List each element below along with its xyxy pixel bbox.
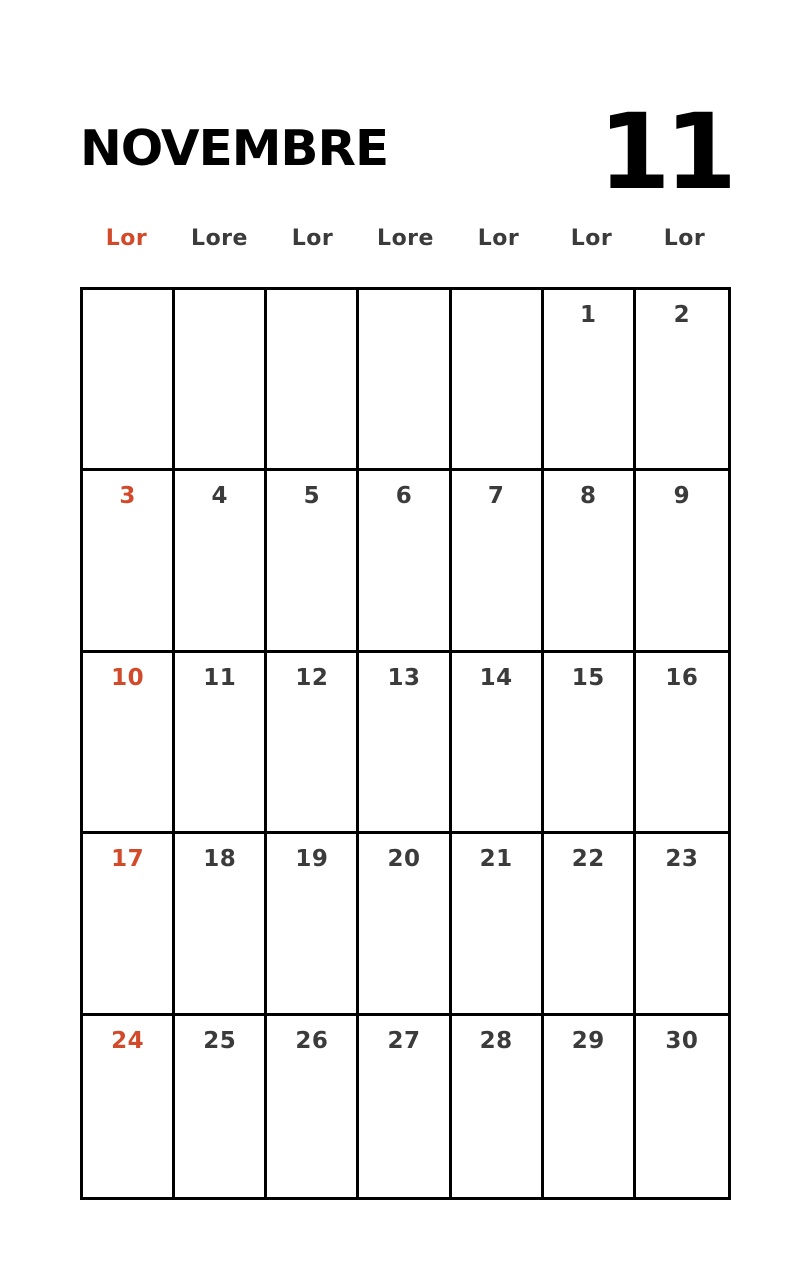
day-number: 1	[580, 302, 597, 328]
day-number: 11	[203, 664, 237, 691]
calendar-day-cell	[83, 290, 175, 471]
calendar-day-cell	[452, 471, 544, 652]
calendar-day-cell	[83, 1016, 175, 1197]
calendar-day-cell	[359, 471, 451, 652]
weekday-label: Lore	[191, 226, 248, 251]
day-number: 26	[295, 1027, 329, 1054]
day-number: 14	[479, 664, 513, 691]
calendar-day-cell	[83, 471, 175, 652]
calendar-day-cell	[267, 1016, 359, 1197]
calendar-grid	[80, 287, 731, 1200]
day-number: 19	[295, 846, 329, 873]
day-number: 28	[479, 1027, 513, 1054]
weekday-label: Lor	[291, 226, 334, 251]
day-number: 27	[387, 1027, 421, 1054]
calendar-day-cell	[544, 653, 636, 834]
calendar-day-cell	[267, 290, 359, 471]
month-title: NOVEMBRE	[80, 120, 389, 177]
day-number: 2	[673, 302, 691, 328]
calendar-day-cell	[175, 1016, 267, 1197]
day-number: 7	[487, 483, 505, 510]
calendar-day-cell	[83, 834, 175, 1015]
weekday-label: Lor	[477, 226, 520, 251]
calendar-day-cell	[175, 471, 267, 652]
calendar-day-cell	[359, 290, 451, 471]
day-number: 13	[387, 664, 421, 691]
calendar-day-cell	[83, 653, 175, 834]
calendar-day-cell	[636, 1016, 728, 1197]
calendar-day-cell	[636, 653, 728, 834]
weekday-header-row	[80, 226, 731, 251]
calendar-day-cell	[544, 290, 636, 471]
day-number: 20	[387, 846, 421, 873]
calendar-day-cell	[175, 653, 267, 834]
day-number: 6	[395, 483, 413, 510]
day-number: 5	[303, 483, 321, 510]
calendar-day-cell	[636, 290, 728, 471]
day-number: 25	[203, 1027, 237, 1054]
calendar-day-cell	[544, 834, 636, 1015]
calendar-day-cell	[175, 290, 267, 471]
calendar-day-cell	[452, 834, 544, 1015]
month-number: 11	[598, 91, 731, 213]
calendar-day-cell	[636, 471, 728, 652]
weekday-label: Lor	[663, 226, 706, 251]
day-number: 22	[571, 846, 605, 873]
day-number: 24	[111, 1027, 145, 1054]
calendar-day-cell	[452, 653, 544, 834]
day-number: 8	[580, 483, 597, 510]
day-number: 9	[673, 483, 691, 510]
calendar-day-cell	[636, 834, 728, 1015]
weekday-label: Lore	[377, 226, 434, 251]
calendar-day-cell	[359, 834, 451, 1015]
day-number: 17	[111, 846, 145, 873]
day-number: 21	[479, 846, 513, 873]
calendar-day-cell	[359, 653, 451, 834]
weekday-label: Lor	[570, 226, 613, 251]
calendar-day-cell	[175, 834, 267, 1015]
calendar-day-cell	[359, 1016, 451, 1197]
day-number: 4	[211, 483, 228, 510]
day-number: 3	[119, 483, 136, 510]
day-number: 23	[665, 846, 699, 873]
calendar-day-cell	[267, 834, 359, 1015]
calendar-day-cell	[452, 1016, 544, 1197]
calendar-day-cell	[452, 290, 544, 471]
weekday-label: Lor	[105, 226, 148, 251]
day-number: 16	[665, 664, 699, 691]
day-number: 30	[665, 1027, 699, 1054]
calendar-day-cell	[267, 653, 359, 834]
day-number: 12	[295, 664, 329, 691]
calendar-day-cell	[267, 471, 359, 652]
day-number: 15	[571, 664, 605, 691]
day-number: 10	[111, 664, 145, 691]
day-number: 29	[571, 1027, 605, 1054]
calendar-day-cell	[544, 1016, 636, 1197]
calendar-day-cell	[544, 471, 636, 652]
day-number: 18	[203, 846, 237, 873]
